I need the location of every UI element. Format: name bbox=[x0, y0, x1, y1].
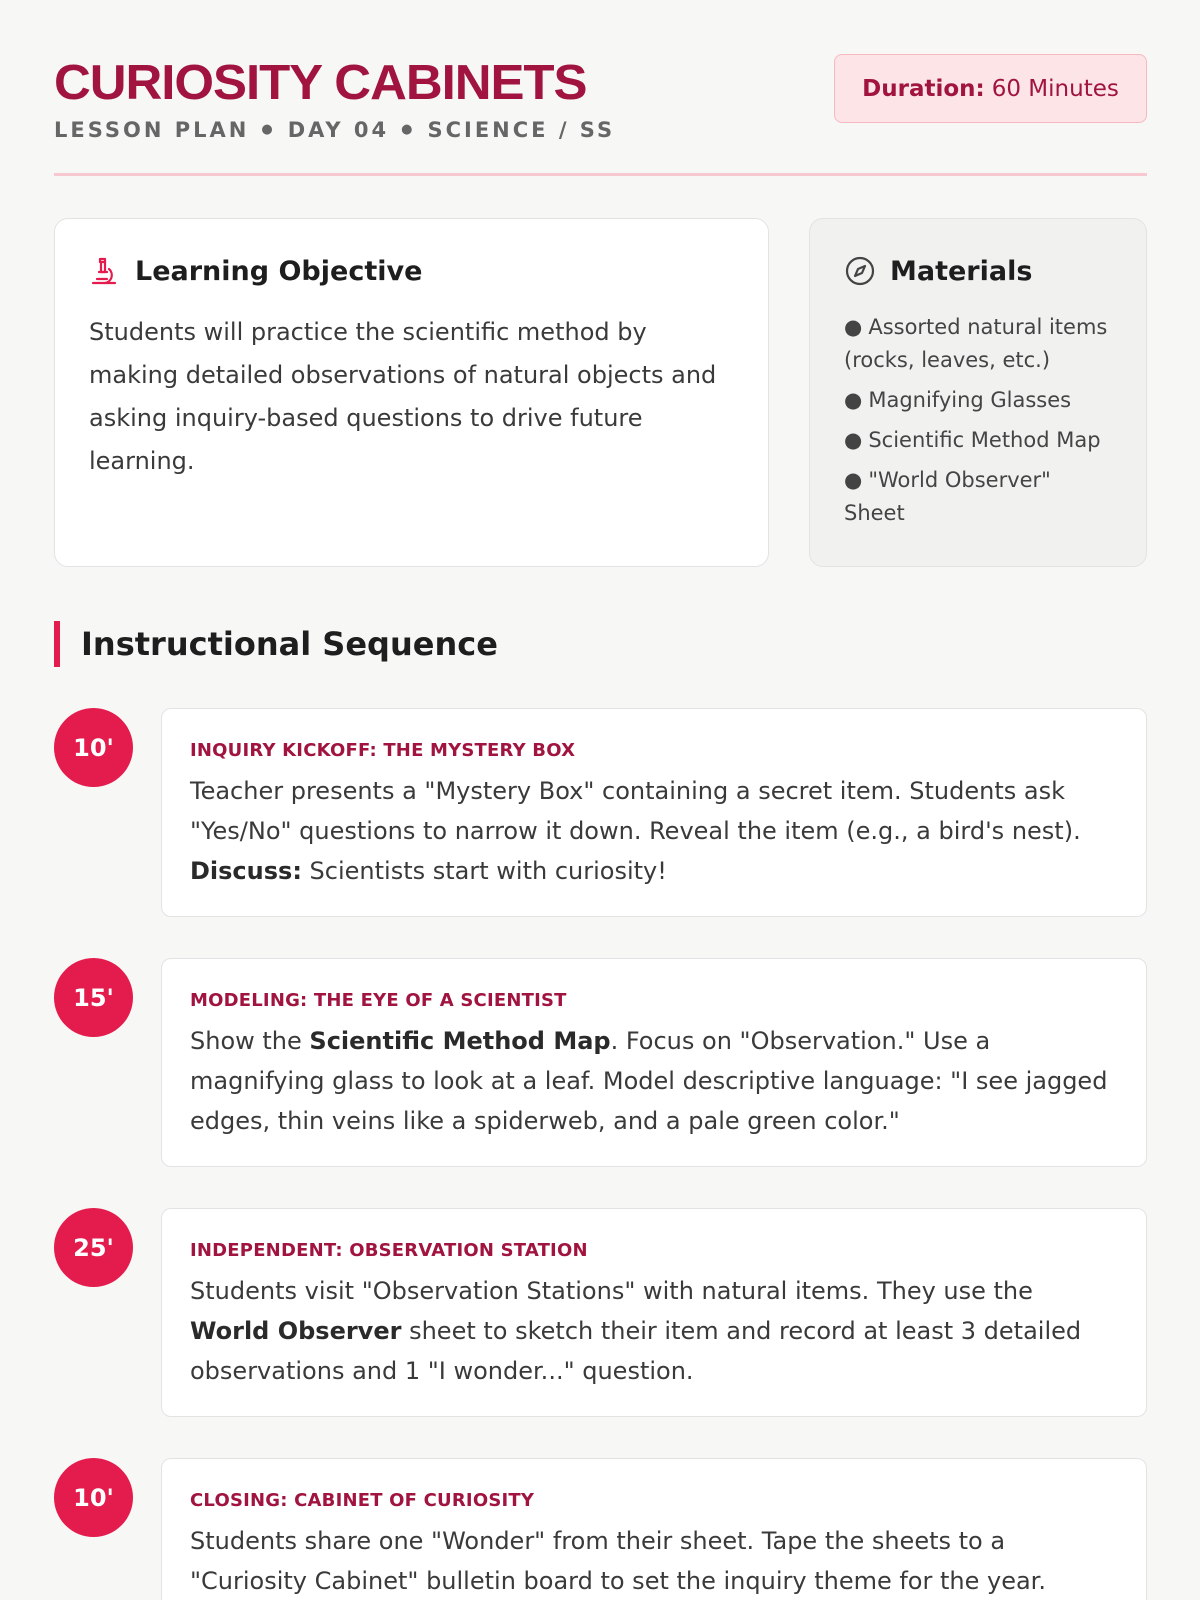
step-text: Show the Scientific Method Map. Focus on "Observation." Use a magnifying glass to look at a leaf. Model descriptive language: "I see jagged edges, thin veins like a spiderweb, and a pale green color." bbox=[190, 1027, 1108, 1135]
step-label: INQUIRY KICKOFF: THE MYSTERY BOX bbox=[190, 740, 576, 761]
subtitle-subject: SCIENCE / SS bbox=[427, 118, 616, 142]
step-card bbox=[161, 708, 1147, 917]
subtitle-day: DAY 04 bbox=[287, 118, 390, 142]
step-text: Students share one "Wonder" from their sheet. Tape the sheets to a "Curiosity Cabinet" bulletin board to set the inquiry theme for the year. bbox=[190, 1527, 1046, 1595]
step-card bbox=[161, 958, 1147, 1167]
compass-icon bbox=[844, 254, 878, 288]
bullet: ● bbox=[844, 468, 863, 492]
microscope-icon bbox=[89, 254, 123, 288]
objective-text: Students will practice the scientific method by making detailed observations of natural objects and asking inquiry-based questions to drive future learning. bbox=[89, 318, 717, 475]
step-label: MODELING: THE EYE OF A SCIENTIST bbox=[190, 990, 567, 1011]
bullet: ● bbox=[844, 428, 863, 452]
material-text: Magnifying Glasses bbox=[868, 388, 1072, 412]
step-text: Students visit "Observation Stations" with natural items. They use the World Observer sheet to sketch their item and record at least 3 detailed observations and 1 "I wonder..." question. bbox=[190, 1277, 1082, 1385]
materials-list bbox=[844, 311, 1112, 530]
list-item bbox=[844, 384, 1112, 417]
duration-value: 60 Minutes bbox=[991, 75, 1119, 102]
step-card bbox=[161, 1458, 1147, 1600]
materials-heading: Materials bbox=[890, 255, 1033, 287]
step-card bbox=[161, 1208, 1147, 1417]
list-item bbox=[844, 424, 1112, 457]
materials-card bbox=[809, 218, 1147, 567]
duration-badge bbox=[834, 54, 1147, 123]
subtitle-type: LESSON PLAN bbox=[54, 118, 250, 142]
time-badge: 10' bbox=[54, 708, 133, 787]
step-label: INDEPENDENT: OBSERVATION STATION bbox=[190, 1240, 588, 1261]
material-text: Scientific Method Map bbox=[868, 428, 1101, 452]
duration-label: Duration: bbox=[862, 75, 985, 102]
list-item bbox=[844, 311, 1112, 377]
page-title: CURIOSITY CABINETS bbox=[54, 56, 587, 110]
material-text: "World Observer" Sheet bbox=[844, 468, 1051, 525]
subtitle-separator: ● bbox=[261, 122, 276, 137]
list-item bbox=[844, 464, 1112, 530]
section-heading: Instructional Sequence bbox=[54, 621, 498, 667]
time-badge: 25' bbox=[54, 1208, 133, 1287]
bullet: ● bbox=[844, 315, 863, 339]
objective-card bbox=[54, 218, 769, 567]
step-label: CLOSING: CABINET OF CURIOSITY bbox=[190, 1490, 535, 1511]
step-text: Teacher presents a "Mystery Box" containing a secret item. Students ask "Yes/No" questions to narrow it down. Reveal the item (e.g., a bird's nest). Discuss: Scientists start with curiosity! bbox=[190, 777, 1081, 885]
subtitle-separator: ● bbox=[401, 122, 416, 137]
time-badge: 10' bbox=[54, 1458, 133, 1537]
bullet: ● bbox=[844, 388, 863, 412]
material-text: Assorted natural items (rocks, leaves, etc.) bbox=[844, 315, 1108, 372]
objective-heading: Learning Objective bbox=[135, 255, 423, 287]
time-badge: 15' bbox=[54, 958, 133, 1037]
lesson-header bbox=[54, 52, 1147, 176]
